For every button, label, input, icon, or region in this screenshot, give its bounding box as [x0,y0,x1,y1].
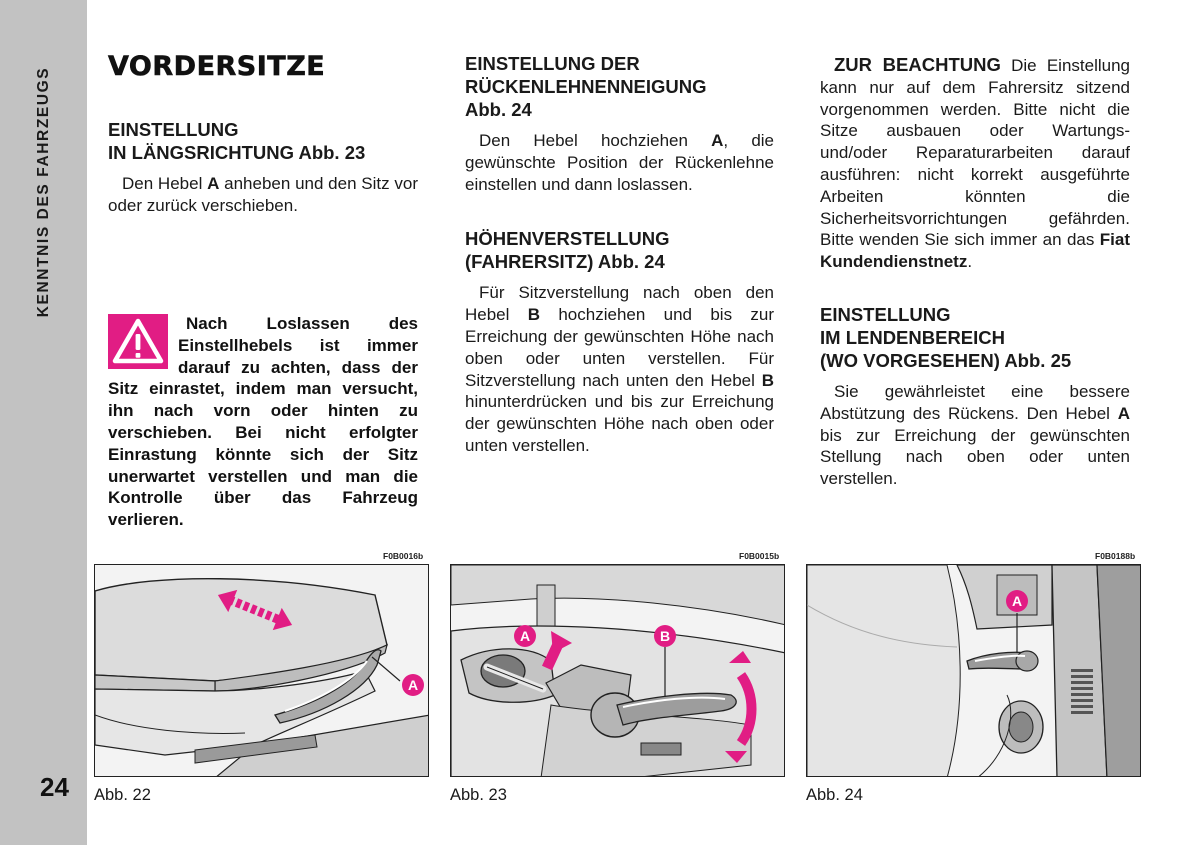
figure-seat-levers [450,564,785,777]
section-label [24,52,64,332]
warning-icon [108,314,168,369]
column-2 [465,52,774,457]
lever-ref: B [761,370,774,390]
paragraph-laengsrichtung [108,173,418,217]
text: Sie gewährleistet eine bessere Abstützung des Rückens. Den Hebel [820,381,1130,423]
seat-slide-illustration [95,565,429,777]
figure-code: F0B0015b [739,551,780,561]
figure-code: F0B0188b [1095,551,1136,561]
column-3 [820,52,1130,490]
lever-ref: A [711,131,724,150]
text: Den Hebel [122,174,208,193]
page-title: VORDERSITZE [108,51,326,82]
text: Den Hebel hochziehen [479,131,712,150]
heading-line: (WO VORGESEHEN) Abb. 25 [820,349,1072,371]
heading-line: HÖHENVERSTELLUNG [465,228,670,250]
heading-line: RÜCKENLEHNENNEIGUNG [465,76,707,97]
figure-lumbar-lever [806,564,1141,777]
text: Die Einstellung kann nur auf dem Fahrersitz sitzend vorgenommen werden. Bitte nicht die Sitze ausbauen oder Wartungs- und/oder Reparaturarbeiten darauf ausführen: nicht korrekt ausgeführte Arbeiten könnten die Sicherheitsvorrichtungen gefährden. Bitte wenden Sie sich immer an das [820,56,1130,250]
warning-text-body: Nach Loslassen des Einstellhebels ist immer darauf zu achten, dass der Sitz einrastet, indem man versucht, ihn nach vorn oder hinten zu verschieben. Bei nicht erfolgter Einrastung könnte sich der Sitz unerwartet verstellen und man die Kontrolle über das Fahrzeug verlieren. [108,314,418,530]
figure-label-b: B [659,628,671,644]
note-paragraph [820,54,1130,273]
text: anheben und den Sitz vor oder zurück verschieben. [108,174,418,215]
heading-line: (FAHRERSITZ) Abb. 24 [465,251,665,273]
figure-caption: Abb. 24 [806,786,863,804]
text: bis zur Erreichung der gewünschten Stellung nach oben oder unten verstellen. [820,425,1130,489]
service-network: Fiat Kundendienstnetz [820,230,1130,272]
heading-laengsrichtung [108,118,418,164]
column-1 [108,52,418,217]
figure-label-a: A [407,677,419,693]
text: . [967,252,973,272]
figure-code: F0B0016b [383,551,424,561]
seat-levers-illustration [451,565,785,777]
lumbar-lever-illustration [807,565,1141,777]
heading-line: EINSTELLUNG DER [465,53,640,74]
lever-ref: B [527,305,541,325]
warning-box [108,313,418,531]
text: , die gewünschte Position der Rückenlehne einstellen und dann loslassen. [465,131,774,194]
figure-label-a: A [519,628,531,644]
heading-line: IN LÄNGSRICHTUNG Abb. 23 [108,142,366,163]
figure-seat-slide [94,564,429,777]
figure-caption: Abb. 23 [450,786,507,804]
paragraph-hoehenverstellung [465,282,774,456]
heading-line: Abb. 24 [465,99,532,120]
figure-label-a: A [1011,593,1023,609]
heading-line: EINSTELLUNG [820,303,951,325]
heading-line: IM LENDENBEREICH [820,326,1006,348]
figure-caption: Abb. 22 [94,786,151,804]
lever-ref: A [207,174,220,193]
text: Für Sitzverstellung nach oben den Hebel [465,283,774,325]
text: hinunterdrücken und bis zur Erreichung der gewünschten Höhe nach oben oder unten verstellen. [465,392,774,455]
page-number: 24 [40,772,69,802]
paragraph-rueckenlehne [465,130,774,195]
heading-line: EINSTELLUNG [108,119,239,140]
heading-lendenbereich [820,303,1130,372]
heading-rueckenlehne [465,52,774,121]
lever-ref: A [1117,403,1130,423]
note-lead: ZUR BEACHTUNG [834,54,1001,75]
section-label-text: KENNTNIS DES FAHRZEUGS [35,66,52,318]
heading-hoehenverstellung [465,227,774,273]
text: hochziehen und bis zur Erreichung der gewünschten Höhe nach oben oder unten verstellen. Für Sitzverstellung nach unten den Hebel [465,305,775,390]
paragraph-lendenbereich [820,381,1130,490]
